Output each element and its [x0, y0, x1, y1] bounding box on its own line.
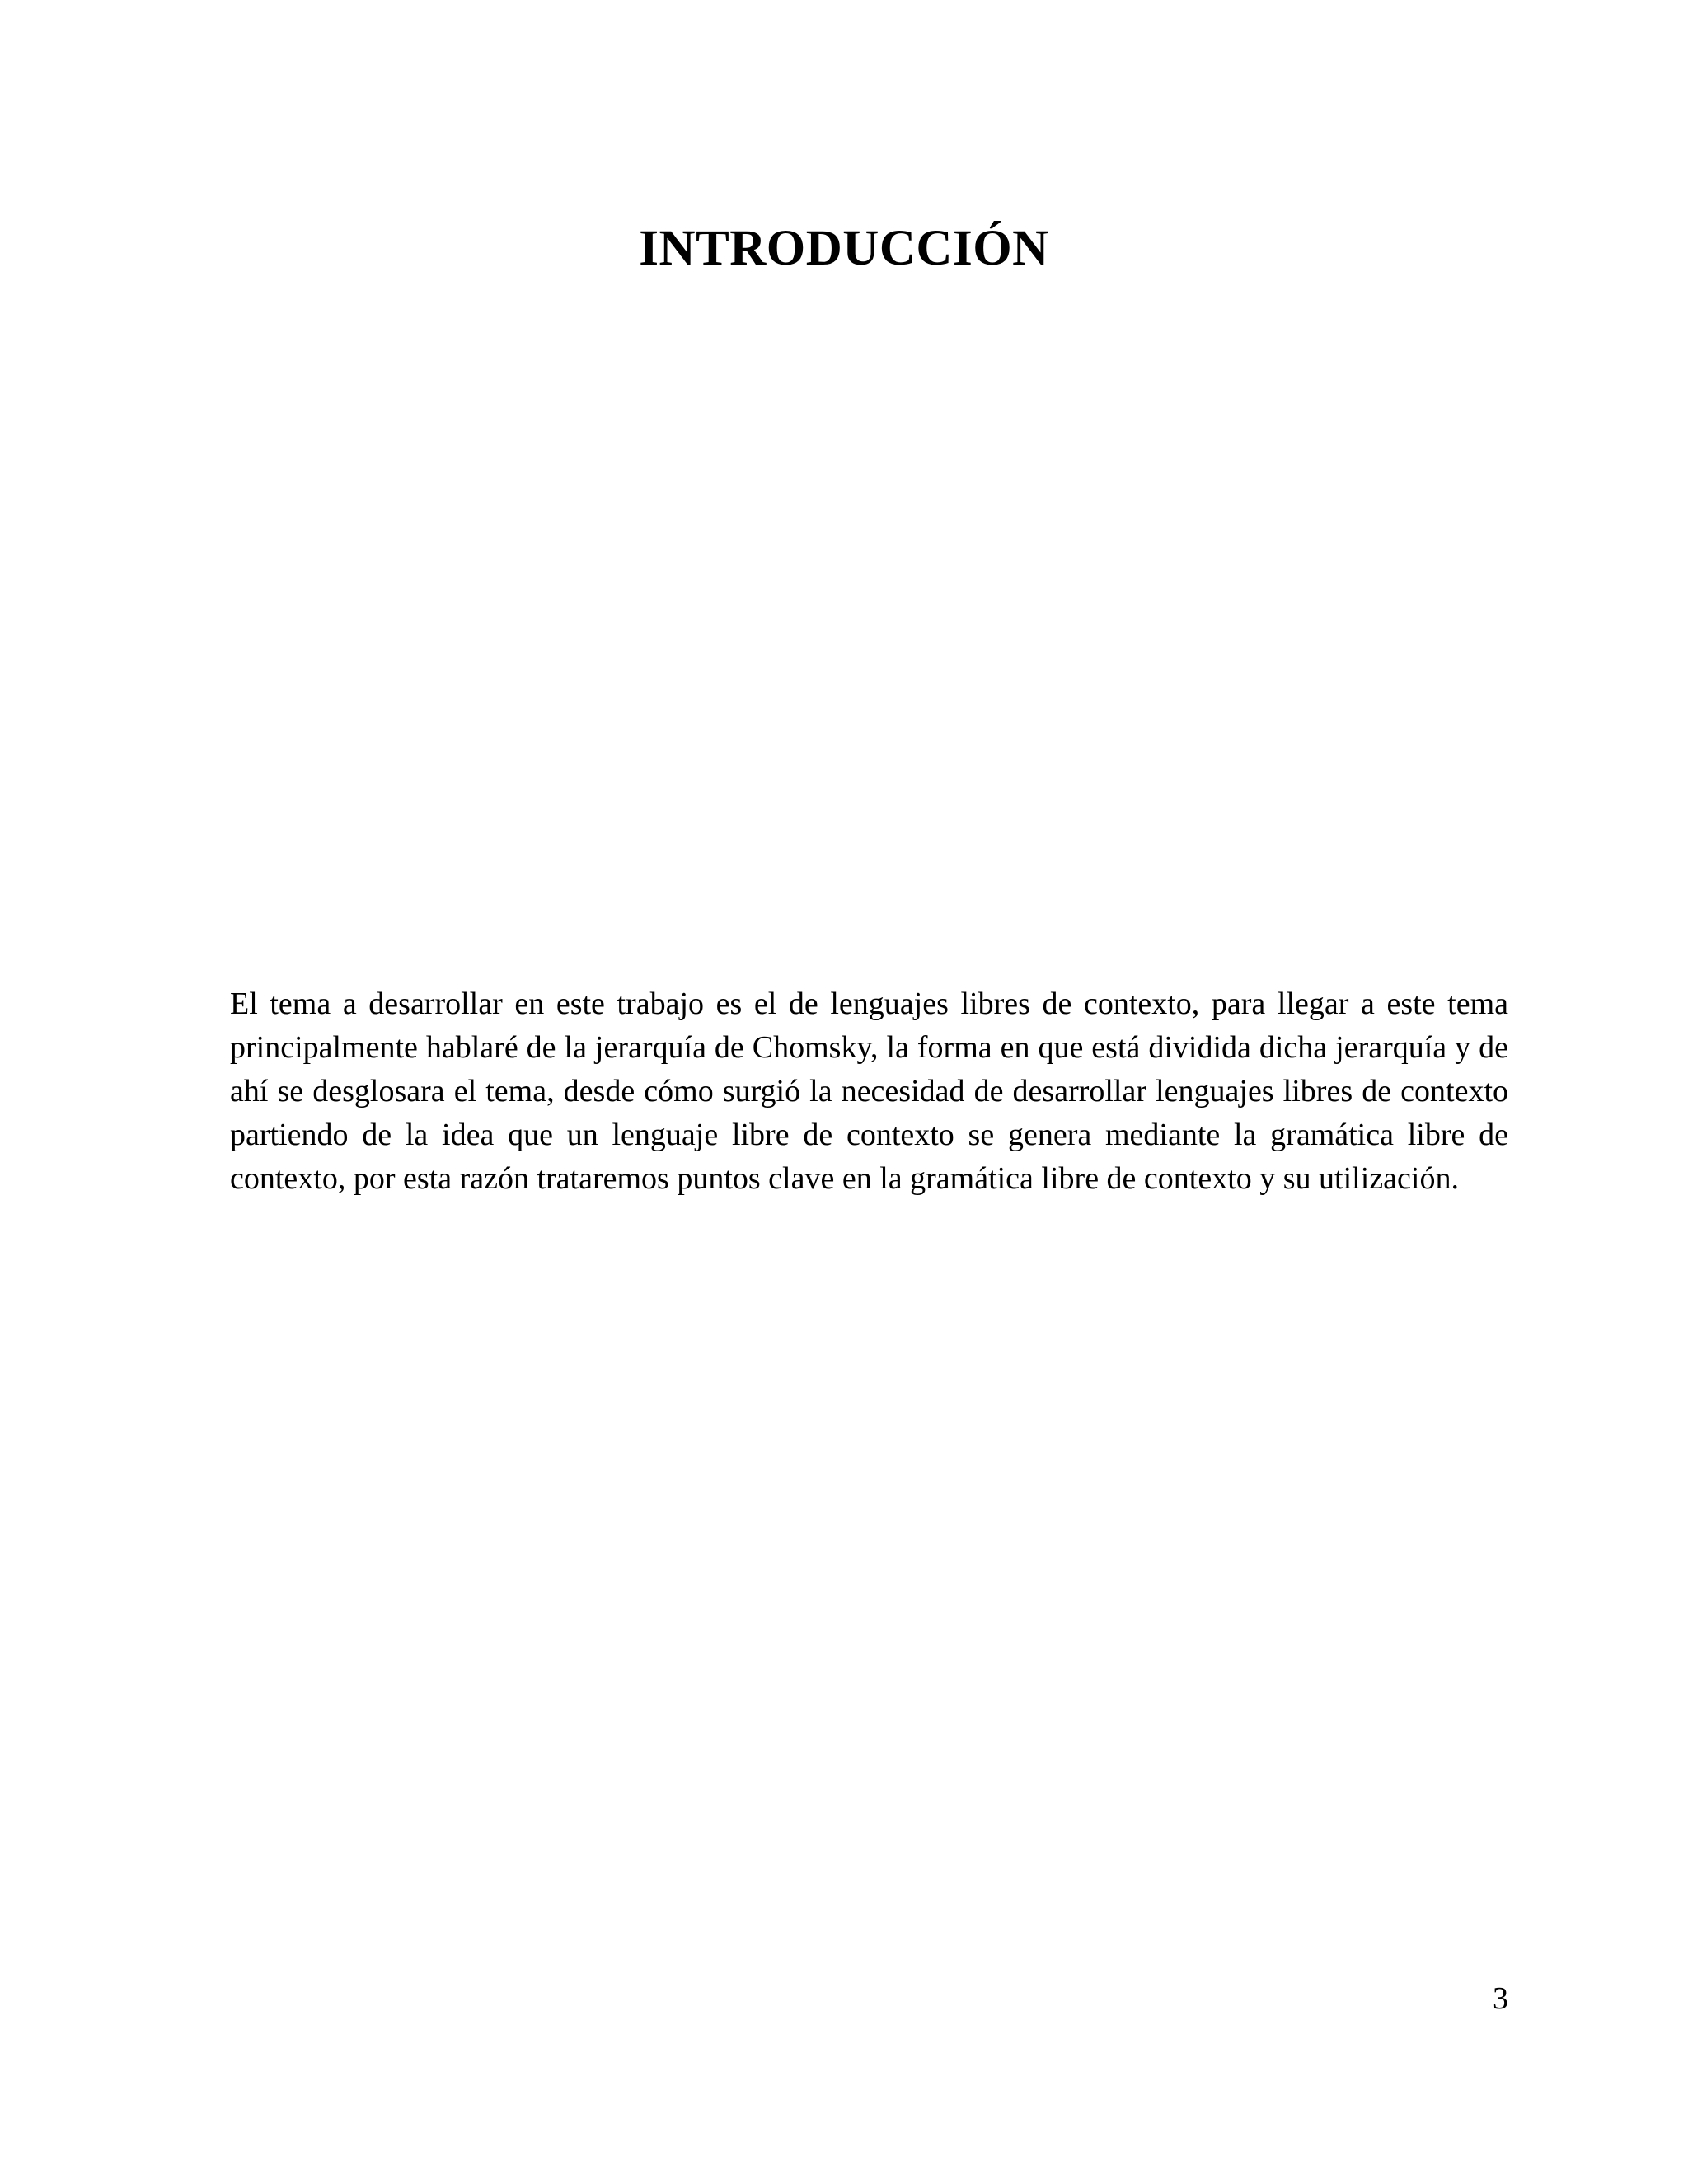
intro-paragraph: El tema a desarrollar en este trabajo es el de lenguajes libres de contexto, para llegar a este tema principalmente hablaré de la jerarquía de Chomsky, la forma en que está dividida dicha jerarquía y de ahí se desglosara el tema, desde cómo surgió la necesidad de desarrollar lenguajes libres de contexto partiendo de la idea que un lenguaje libre de contexto se genera mediante la gramática libre de contexto, por esta razón trataremos puntos clave en la gramática libre de contexto y su utilización. [230, 987, 1508, 1196]
page-title: INTRODUCCIÓN [639, 221, 1049, 276]
page-number: 3 [1493, 1981, 1508, 2016]
